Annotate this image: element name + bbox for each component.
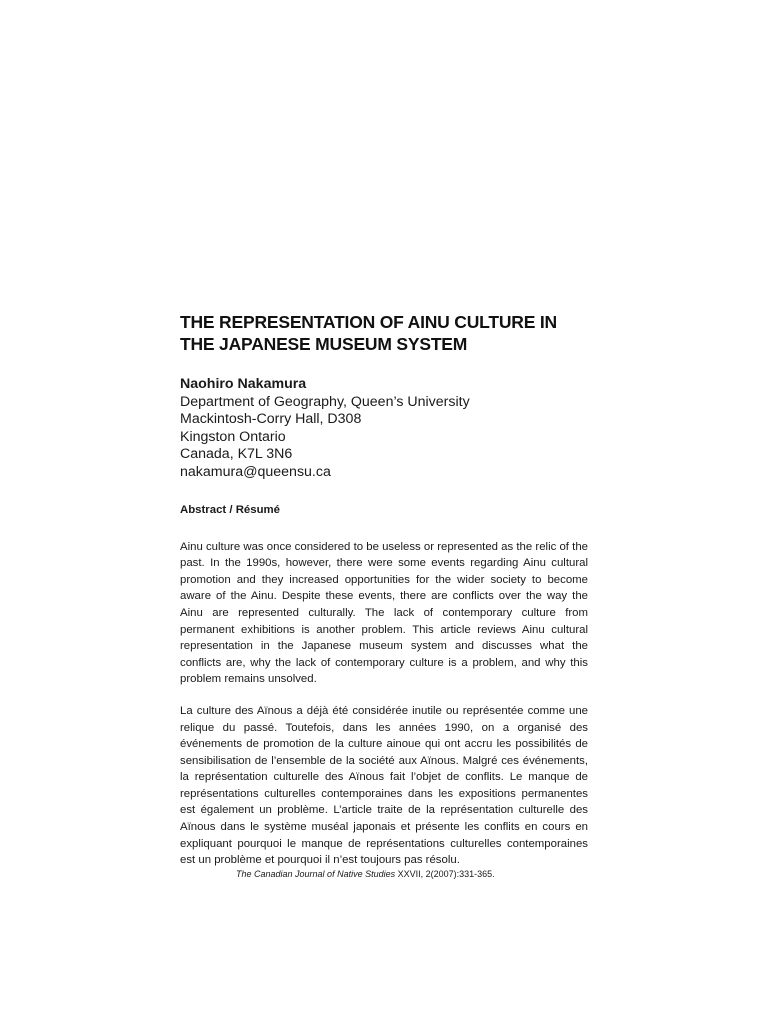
citation-reference: XXVII, 2(2007):331-365. (395, 869, 495, 879)
abstract-french: La culture des Aïnous a déjà été considérée inutile ou représentée comme une relique du passé. Toutefois, dans les années 1990, on a organisé des événements de promotion de la culture ainoue qui ont accru les possibilités de sensibilisation de l’ensemble de la société aux Aïnous. Malgré ces événements, la représentation culturelle des Aïnous fait l’objet de conflits. Le manque de représentations culturelles contemporaines dans les expositions permanentes est également un problème. L’article traite de la représentation culturelle des Aïnous dans le système muséal japonais et présente les conflits en cours en expliquant pourquoi le manque de représentations culturelles contemporaines est un problème et pourquoi il n’est toujours pas résolu. (180, 704, 588, 867)
author-email: nakamura@queensu.ca (180, 463, 331, 480)
author-building: Mackintosh-Corry Hall, D308 (180, 411, 362, 428)
author-country-postal: Canada, K7L 3N6 (180, 446, 293, 463)
article-title-line-1: THE REPRESENTATION OF AINU CULTURE IN (180, 312, 557, 332)
author-city: Kingston Ontario (180, 428, 286, 445)
article-title (180, 311, 588, 355)
abstract-english: Ainu culture was once considered to be useless or represented as the relic of the past. In the 1990s, however, there were some events regarding Ainu cultural promotion and they increased opportunities for the wider society to become aware of the Ainu. Despite these events, there are conflicts over the way the Ainu are represented culturally. The lack of contemporary culture from permanent exhibitions is another problem. This article reviews Ainu cultural representation in the Japanese museum system and discusses what the conflicts are, why the lack of contemporary culture is a problem, and why this problem remains unsolved. (180, 540, 588, 686)
author-department: Department of Geography, Queen’s University (180, 393, 470, 410)
citation-journal-name: The Canadian Journal of Native Studies (236, 869, 396, 879)
journal-citation (236, 868, 495, 880)
author-name: Naohiro Nakamura (180, 376, 307, 392)
article-title-line-2: THE JAPANESE MUSEUM SYSTEM (180, 334, 468, 354)
author-info (180, 376, 588, 482)
abstract-heading: Abstract / Résumé (180, 503, 281, 516)
article-front-matter (180, 311, 588, 869)
